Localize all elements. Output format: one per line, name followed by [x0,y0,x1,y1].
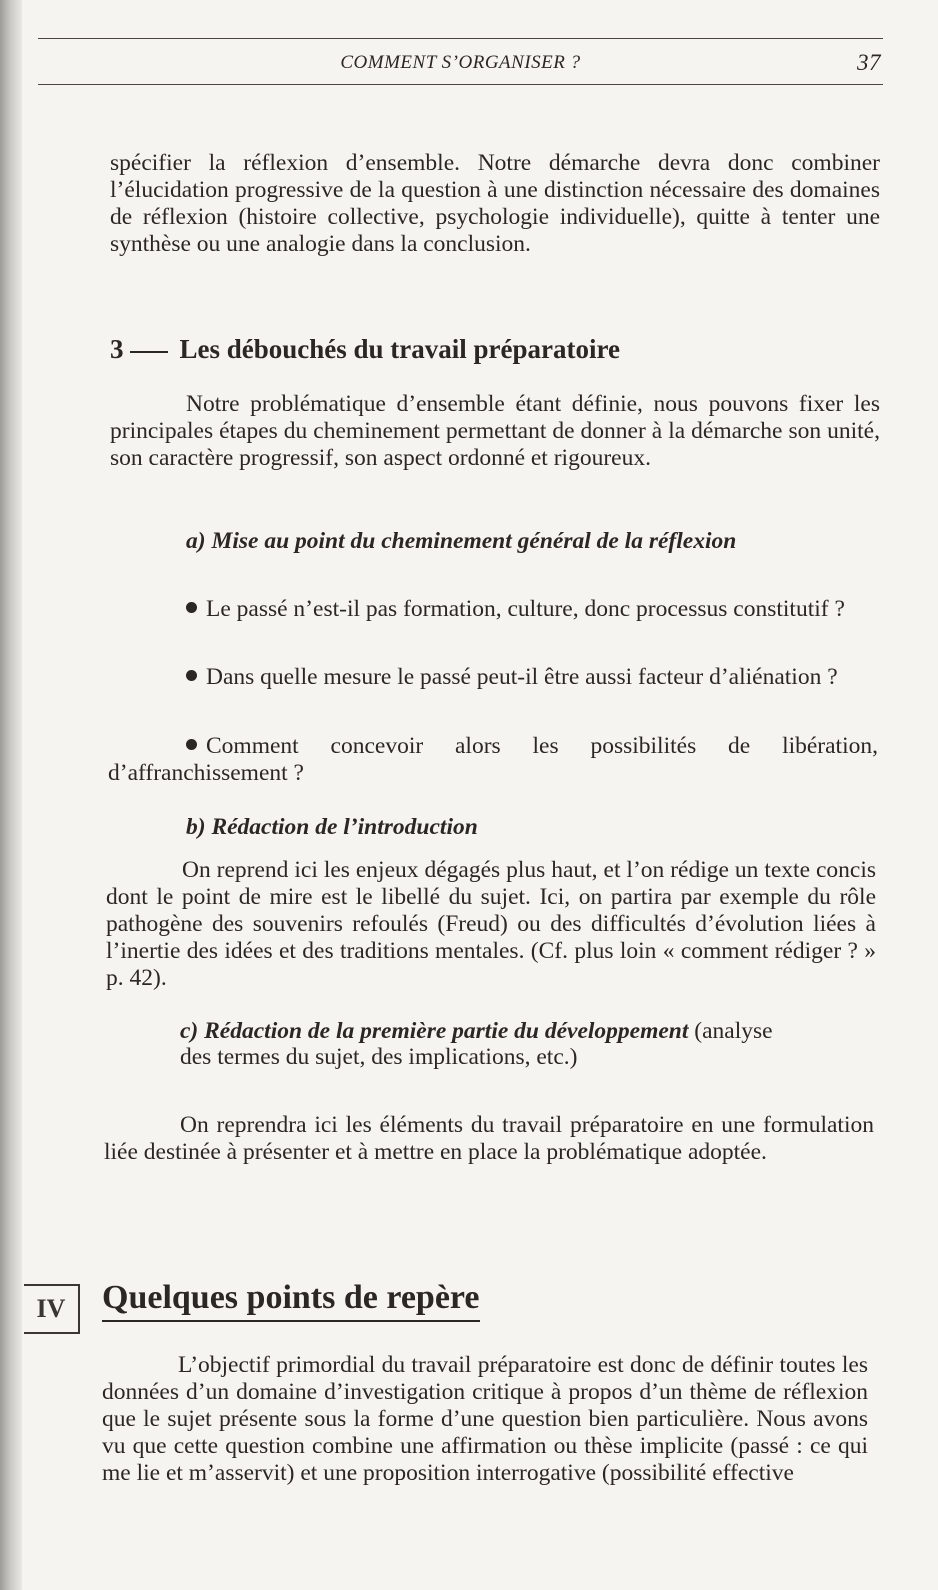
chapter-number-box: IV [24,1284,80,1334]
bullet-text-1: Le passé n’est-il pas formation, culture, donc processus constitutif ? [206,596,845,622]
section-dash [130,351,168,353]
bullet-item-2 [108,664,878,691]
bullet-dot-icon [186,739,197,750]
running-header [38,50,883,78]
book-spine-shadow [0,0,22,1590]
running-title: COMMENT S’ORGANISER ? [340,52,581,73]
subsection-c-paragraph: On reprendra ici les éléments du travail préparatoire en une formulation liée destinée à présenter et à mettre en place la problématique adoptée. [104,1112,874,1165]
subsection-c-title [180,1018,780,1070]
chapter-4-paragraph: L’objectif primordial du travail préparatoire est donc de définir toutes les données d’un domaine d’investigation critique à propos d’un thème de réflexion que le sujet présente sous la forme d’une question bien particulière. Nous avons vu que cette question combine une affirmation ou thèse implicite (passé : ce qui me lie et m’asservit) et une proposition interrogative (possibilité effective [102,1352,868,1486]
subsection-c-title-note: (analyse des termes du sujet, des implications, etc.) [180,1018,773,1070]
page-number: 37 [857,50,881,75]
subsection-b-paragraph: On reprend ici les enjeux dégagés plus haut, et l’on rédige un texte concis dont le point de mire est le libellé du sujet. Ici, on partira par exemple du rôle pathogène des souvenirs refoulés (Freud) ou des difficultés d’évolution liées à l’inertie des idées et des traditions mentales. (Cf. plus loin « comment rédiger ? » p. 42). [106,857,876,991]
header-top-rule [38,38,883,39]
subsection-a-title: a) Mise au point du cheminement général de la réflexion [186,528,737,554]
bullet-dot-icon [186,602,197,613]
bullet-text-3: Comment concevoir alors les possibilités de libération, d’affranchissement ? [108,733,878,786]
section-3-paragraph: Notre problématique d’ensemble étant définie, nous pouvons fixer les principales étapes du cheminement permettant de donner à la démarche son unité, son caractère progressif, son aspect ordonné et rigoureux. [110,391,880,471]
header-bottom-rule [38,84,883,85]
section-3-number: 3 [110,334,124,364]
bullet-dot-icon [186,670,197,681]
chapter-4-title: Quelques points de repère [102,1277,480,1322]
bullet-item-1 [108,596,878,623]
bullet-text-2: Dans quelle mesure le passé peut-il être aussi facteur d’aliénation ? [206,664,838,690]
intro-paragraph: spécifier la réflexion d’ensemble. Notre démarche devra donc combiner l’élucidation progressive de la question à une distinction nécessaire des domaines de réflexion (histoire collective, psychologie individuelle), quitte à tenter une synthèse ou une analogie dans la conclusion. [110,150,880,257]
subsection-b-title: b) Rédaction de l’introduction [186,814,478,840]
bullet-item-3 [108,733,878,787]
subsection-c-title-text: c) Rédaction de la première partie du développement [180,1018,689,1044]
section-3-title: Les débouchés du travail préparatoire [179,334,620,364]
section-3-heading [110,332,620,366]
